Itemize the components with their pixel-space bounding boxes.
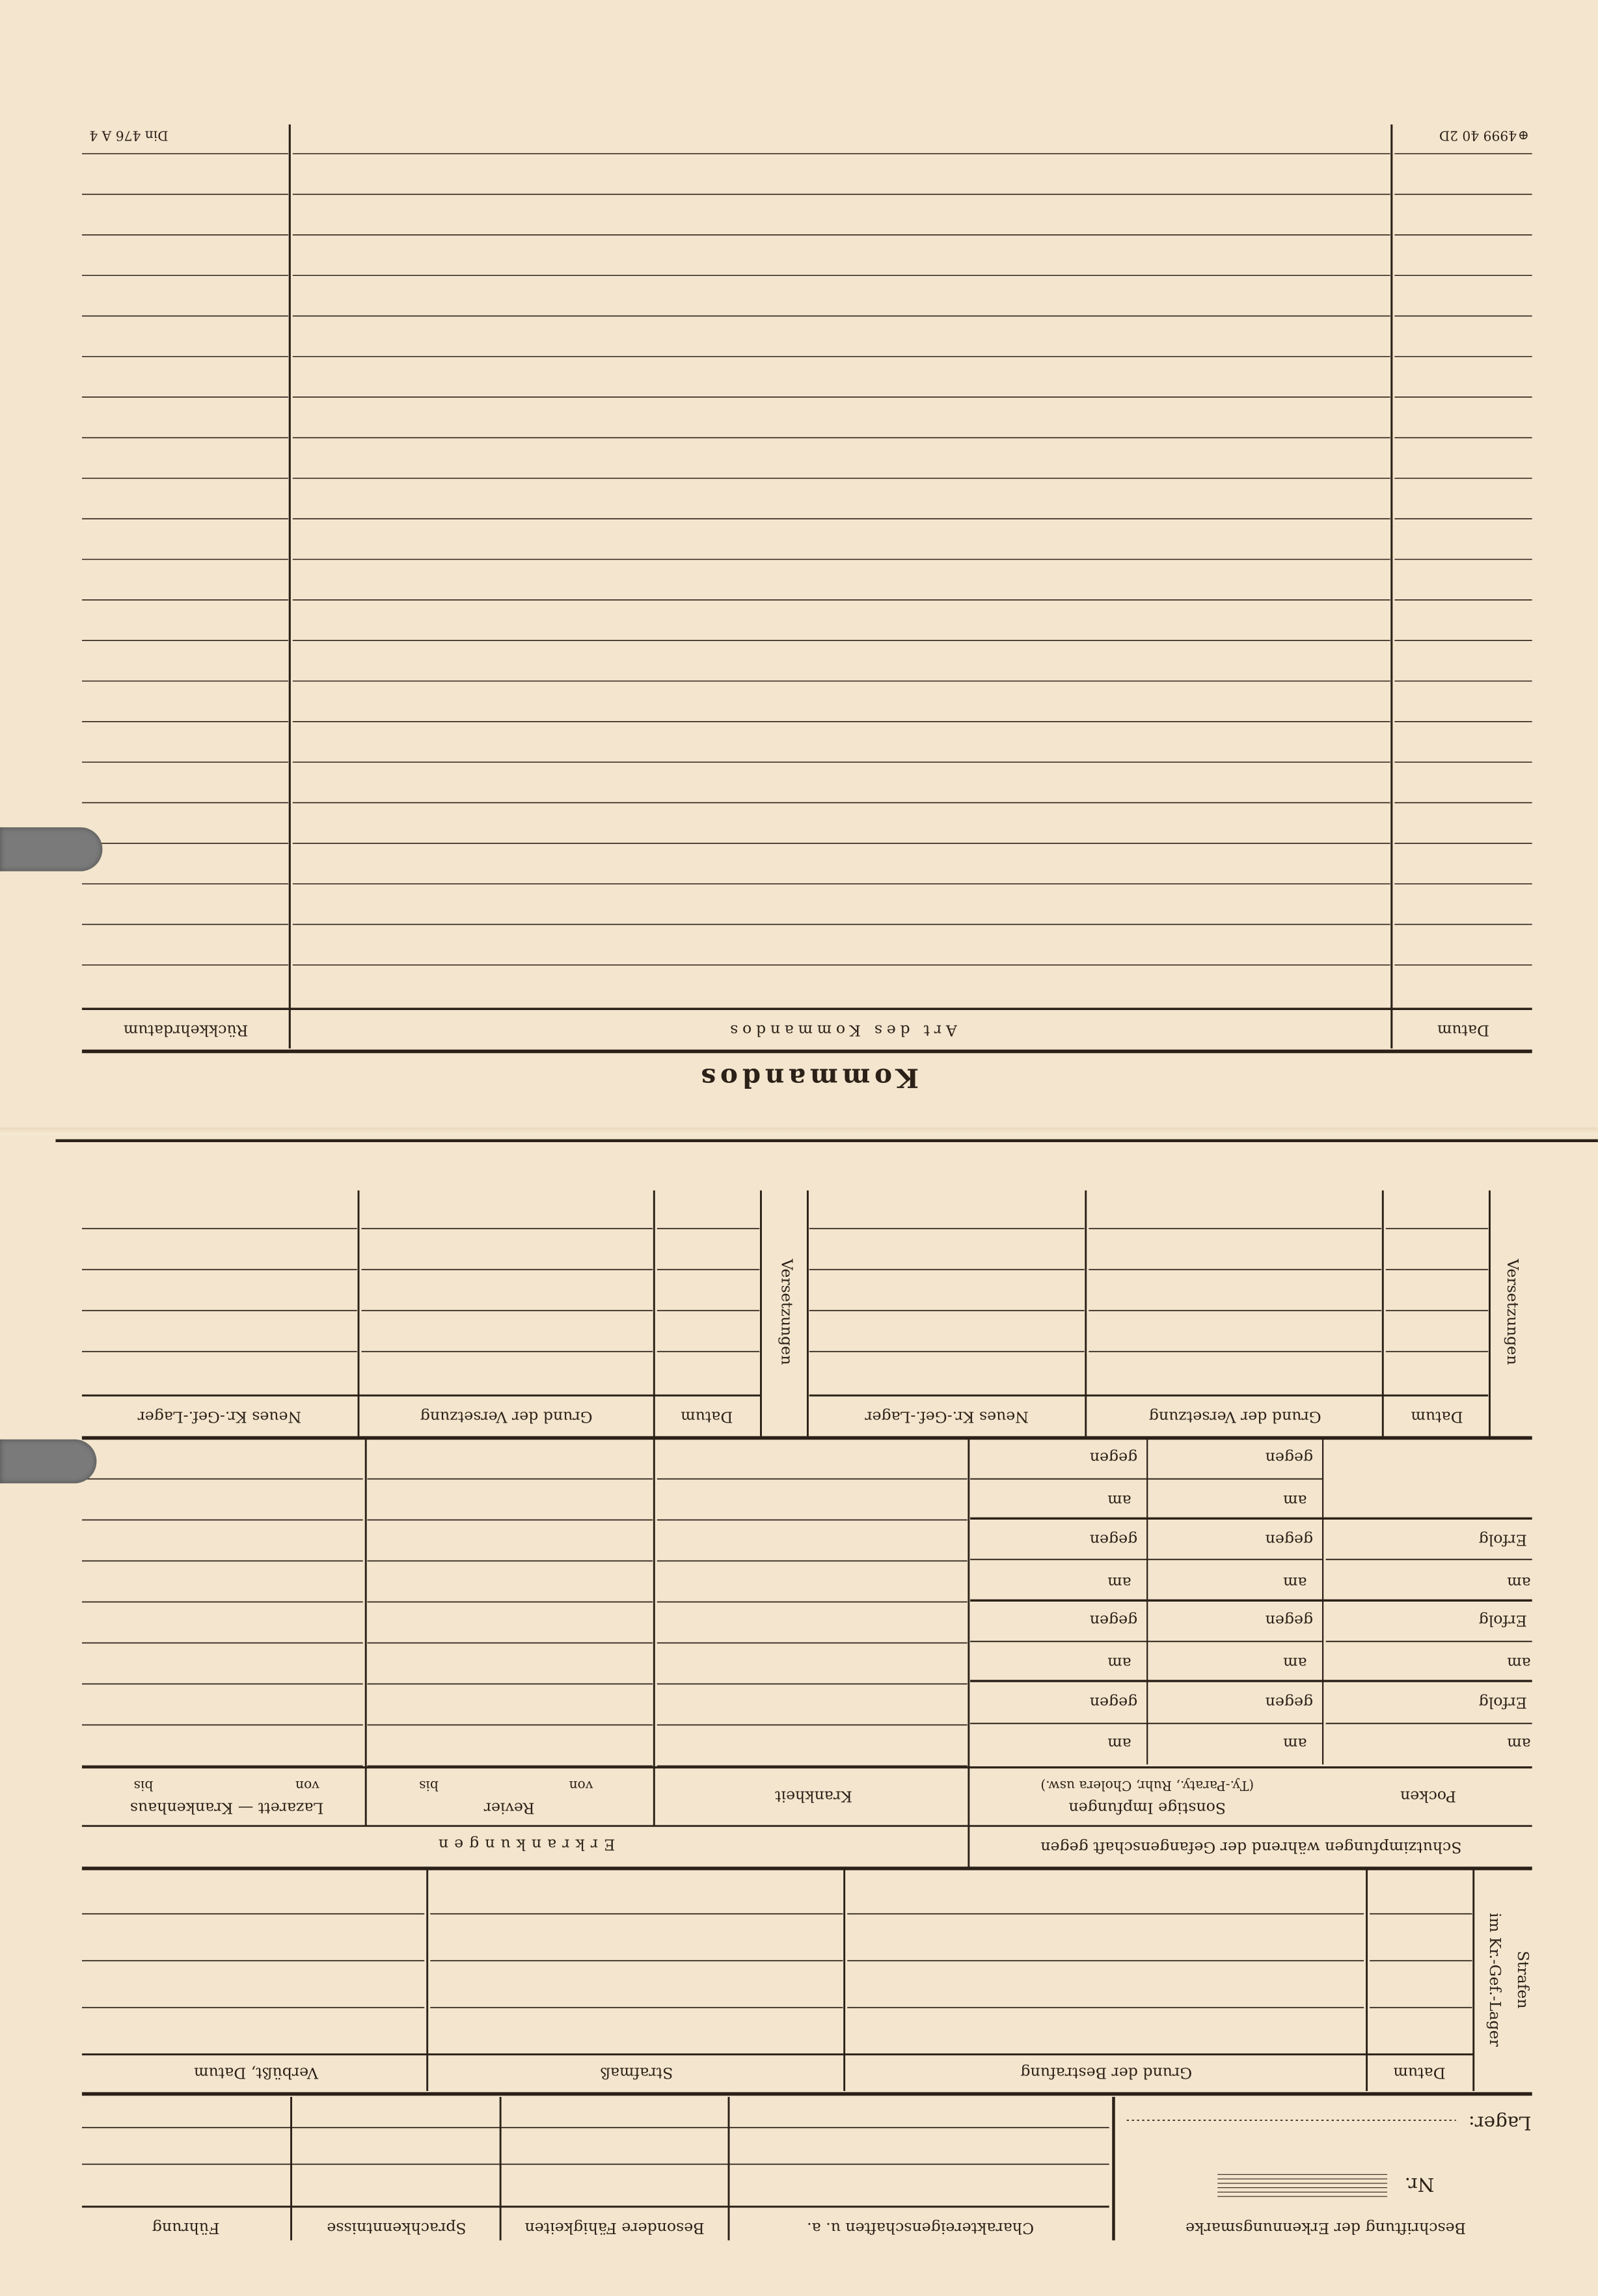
vaccination-label-19: am bbox=[1283, 1734, 1307, 1752]
col-beschriftung-erkennungsmarke: Beschriftung der Erkennungsmarke bbox=[1185, 2219, 1467, 2237]
vaccination-label-11: gegen bbox=[1265, 1611, 1314, 1629]
vaccination-label-16: gegen bbox=[1089, 1693, 1138, 1711]
col-sonstige-impfungen: Sonstige Impfungen bbox=[1068, 1798, 1226, 1816]
col-kommando-datum: Datum bbox=[1437, 1020, 1490, 1039]
punch-hole-bottom bbox=[0, 1440, 96, 1484]
vaccination-label-2: am bbox=[1107, 1491, 1131, 1509]
col-pocken: Pocken bbox=[1400, 1786, 1456, 1805]
lager-label: Lager: bbox=[1468, 2111, 1532, 2133]
vaccination-label-18: am bbox=[1107, 1734, 1131, 1752]
vaccination-label-9: am bbox=[1507, 1573, 1531, 1591]
vaccination-label-3: am bbox=[1283, 1491, 1307, 1509]
col-sonstige-impfungen-detail: (Ty.-Paraty., Ruhr, Cholera usw.) bbox=[1040, 1777, 1254, 1792]
col-art-des-kommandos: Art des Kommandos bbox=[725, 1020, 957, 1039]
section-title-kommandos: Kommandos bbox=[696, 1061, 919, 1093]
vaccination-label-20: Erfolg bbox=[1478, 1693, 1527, 1711]
group-schutzimpfungen: Schutzimpfungen während der Gefangenschaft gegen bbox=[1040, 1838, 1462, 1856]
printer-mark-icon: ⊕ bbox=[1517, 126, 1529, 142]
versetzungen-side-label-outer: Versetzungen bbox=[1503, 1259, 1521, 1365]
col-lazarett-bis: bis bbox=[133, 1777, 154, 1792]
din-code: Din 476 A 4 bbox=[89, 126, 169, 142]
vaccination-label-17: gegen bbox=[1265, 1693, 1314, 1711]
punch-hole-top bbox=[0, 827, 102, 871]
col-revier: Revier bbox=[483, 1798, 535, 1816]
vaccination-label-4: gegen bbox=[1089, 1530, 1138, 1548]
col-krankheit: Krankheit bbox=[775, 1786, 852, 1805]
col-revier-bis: bis bbox=[419, 1777, 439, 1792]
versetzungen-side-label-inner: Versetzungen bbox=[777, 1259, 795, 1365]
vaccination-label-14: Erfolg bbox=[1478, 1611, 1527, 1629]
col-fuehrung: Führung bbox=[152, 2219, 220, 2237]
col-charaktereigenschaften: Charaktereigenschaften u. a. bbox=[807, 2219, 1035, 2237]
vaccination-label-10: gegen bbox=[1089, 1611, 1138, 1629]
col-lazarett-krankenhaus: Lazarett — Krankenhaus bbox=[129, 1798, 324, 1816]
col-neues-lager-2: Neues Kr.-Gef.-Lager bbox=[865, 1407, 1029, 1425]
col-revier-von: von bbox=[569, 1777, 593, 1792]
col-verbuesst-datum: Verbüßt, Datum bbox=[194, 2063, 319, 2081]
col-versetzung-datum-2: Datum bbox=[1411, 1407, 1463, 1425]
group-erkrankungen: Erkrankungen bbox=[432, 1835, 616, 1853]
vaccination-label-8: Erfolg bbox=[1478, 1530, 1527, 1548]
col-lazarett-von: von bbox=[295, 1777, 319, 1792]
strafen-side-label: Strafen bbox=[1513, 1950, 1532, 2009]
nr-label: Nr. bbox=[1404, 2172, 1435, 2194]
col-sprachkenntnisse: Sprachkenntnisse bbox=[327, 2219, 467, 2237]
print-code: 4999 40 2D bbox=[1439, 126, 1517, 142]
vaccination-label-7: am bbox=[1283, 1573, 1307, 1591]
col-neues-lager-1: Neues Kr.-Gef.-Lager bbox=[137, 1407, 302, 1425]
vaccination-label-15: am bbox=[1507, 1653, 1531, 1671]
col-grund-versetzung-2: Grund der Versetzung bbox=[1148, 1407, 1321, 1425]
col-strafe-datum: Datum bbox=[1393, 2063, 1446, 2081]
vaccination-label-5: gegen bbox=[1265, 1530, 1314, 1548]
vaccination-label-12: am bbox=[1107, 1653, 1131, 1671]
vaccination-label-0: gegen bbox=[1089, 1448, 1138, 1466]
vaccination-label-21: am bbox=[1507, 1734, 1531, 1752]
col-rueckkehrdatum: Rückkehrdatum bbox=[123, 1020, 249, 1039]
vaccination-label-13: am bbox=[1283, 1653, 1307, 1671]
strafen-side-label-sub: im Kr.-Gef.-Lager bbox=[1485, 1913, 1504, 2047]
col-strafmass: Strafmaß bbox=[600, 2063, 673, 2081]
col-grund-der-bestrafung: Grund der Bestrafung bbox=[1020, 2063, 1193, 2081]
col-besondere-faehigkeiten: Besondere Fähigkeiten bbox=[524, 2219, 705, 2237]
vaccination-label-6: am bbox=[1107, 1573, 1131, 1591]
col-versetzung-datum-1: Datum bbox=[681, 1407, 733, 1425]
col-grund-versetzung-1: Grund der Versetzung bbox=[420, 1407, 593, 1425]
vaccination-label-1: gegen bbox=[1265, 1448, 1314, 1466]
